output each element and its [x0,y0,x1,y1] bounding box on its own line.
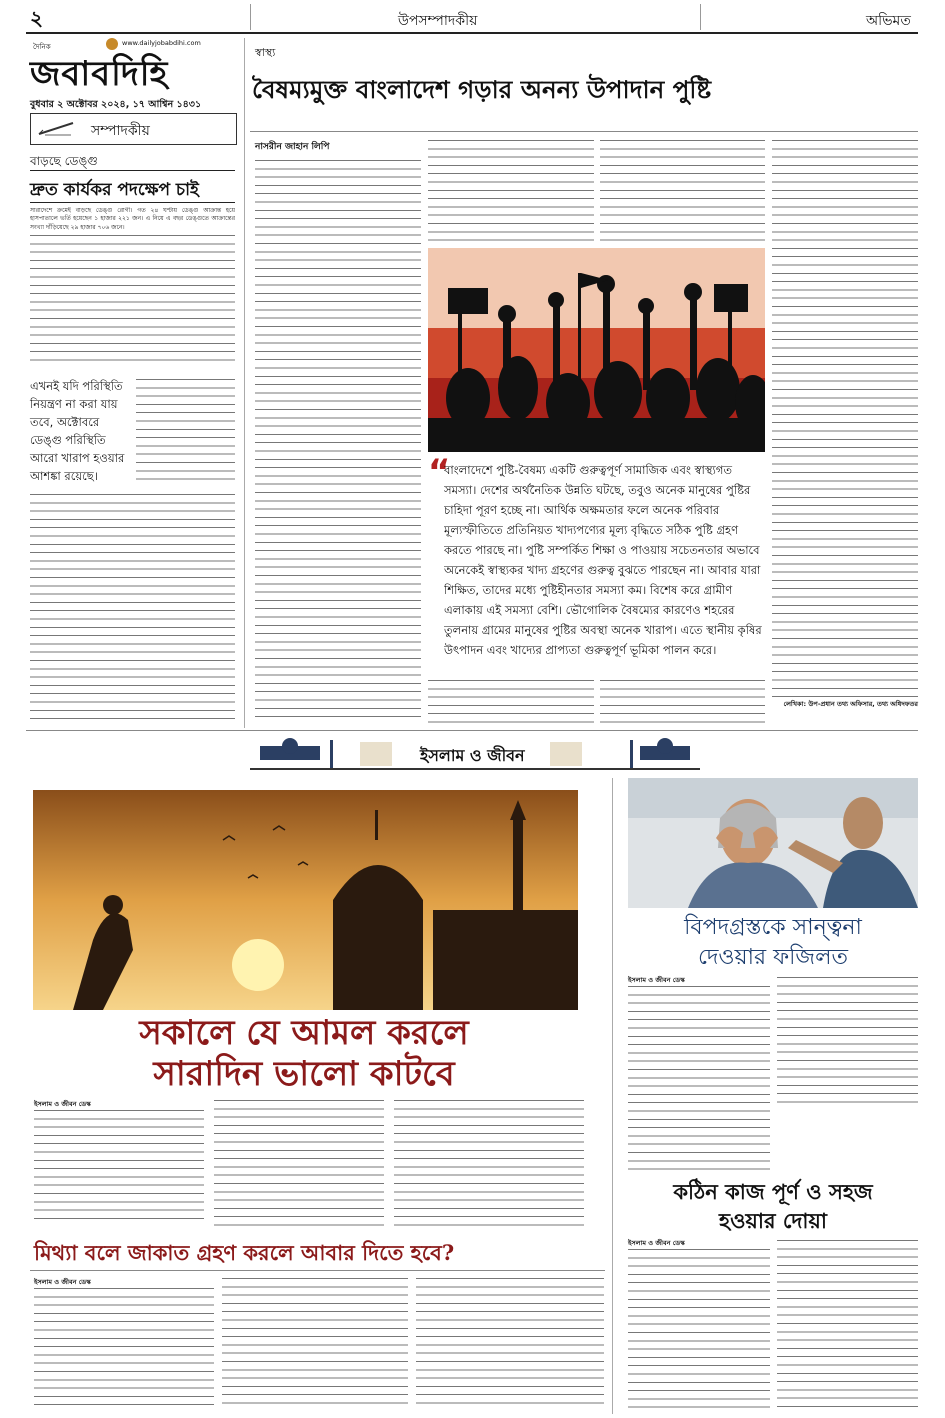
masthead-tagline: দৈনিক [33,43,51,51]
sunset-mosque-photo [33,790,578,1010]
article4-col3 [416,1276,604,1411]
article3-col1 [628,1247,770,1412]
article3-desk: ইসলাম ও জীবন ডেস্ক [628,1239,685,1247]
feature-quote: বাংলাদেশে পুষ্টি-বৈষম্য একটি গুরুত্বপূর্ণ সামাজিক এবং স্বাস্থ্যগত সমস্যা। দেশের অর্থনৈতিক উন্নতি ঘটছে, তবুও অনেক মানুষের পুষ্টির চাহিদা পূরণ হচ্ছে না। আর্থিক অক্ষমতার ফলে অনেক পরিবার মূল্যস্ফীতিতে প্রতিনিয়ত খাদ্যপণ্যের মূল্য বৃদ্ধিতে সঠিক পুষ্টি গ্রহণ করতে পারছে না। পুষ্টি সম্পর্কিত শিক্ষা ও পাওয়ায় সচেতনতার অভাবে অনেকেই স্বাস্থ্যকর খাদ্য গ্রহণের গুরুত্ব বুঝতে পারছেন না। আবার যারা শিক্ষিত, তাদের মধ্যে পুষ্টিহীনতার সমস্যা কম। বিশেষ করে গ্রামীণ এলাকায় এই সমস্যা বেশি। ভৌগোলিক বৈষম্যের কারণেও শহরের তুলনায় গ্রামের মানুষের পুষ্টির অবস্থা অনেক খারাপ। এতে স্থানীয় কৃষির উৎপাদন এবং খাদ্যের প্রাপ্যতা গুরুত্বপূর্ণ ভূমিকা পালন করে। [444,463,762,657]
article3-title-line1: কঠিন কাজ পূর্ণ ও সহজ [673,1180,873,1204]
masthead-brand: জবাবদিহি [30,54,169,94]
article2-title-line1: বিপদগ্রস্তকে সান্ত্বনা [684,915,862,940]
article1-col2 [214,1098,384,1226]
category-label: অভিমত [866,13,911,29]
protest-photo [428,248,765,452]
quote-open-icon: “ [428,452,451,492]
section-title: উপসম্পাদকীয় [398,13,478,29]
masthead-website: www.dailyjobabdihi.com [122,39,201,47]
feature-quote-box [428,452,765,670]
feature-col3-bottom [600,678,765,723]
comforting-photo [628,778,918,908]
article2-title-line2: দেওয়ার ফজিলত [697,945,849,970]
article4-col1 [34,1286,214,1411]
article1-desk: ইসলাম ও জীবন ডেস্ক [34,1100,91,1108]
editorial-kicker: বাড়ছে ডেঙ্গু [30,154,98,168]
islam-section-band [250,736,700,772]
article1-title-line1: সকালে যে আমল করলে [139,1013,469,1053]
editorial-headline: দ্রুত কার্যকর পদক্ষেপ চাই [30,180,199,200]
editorial-body-1 [30,233,235,363]
masthead [30,38,240,98]
article3-col2 [777,1238,918,1412]
article4-title: মিথ্যা বলে জাকাত গ্রহণ করলে আবার দিতে হবে? [34,1240,455,1265]
page-number: ২ [30,6,44,30]
article2-col1 [628,984,770,1170]
feature-byline: নাসরীন জাহান লিপি [255,142,330,152]
feature-col2 [428,138,594,244]
pen-icon [37,120,77,136]
editorial-pull-quote: এখনই যদি পরিস্থিতি নিয়ন্ত্রণ না করা যায় তবে, অক্টোবরে ডেঙ্গু পরিস্থিতি আরো খারাপ হওয়ার আশঙ্কা রয়েছে। [30,379,125,483]
feature-col1 [255,158,421,723]
article3-title-line2: হওয়ার দোয়া [719,1209,827,1233]
feature-col4 [772,138,918,698]
article4-desk: ইসলাম ও জীবন ডেস্ক [34,1278,91,1286]
masthead-date: বুধবার ২ অক্টোবর ২০২৪, ১৭ আশ্বিন ১৪৩১ [30,99,202,110]
editorial-box [30,113,237,145]
article2-desk: ইসলাম ও জীবন ডেস্ক [628,976,685,984]
feature-headline: বৈষম্যমুক্ত বাংলাদেশ গড়ার অনন্য উপাদান পুষ্টি [252,75,712,104]
article1-col1 [34,1108,204,1226]
feature-kicker: স্বাস্থ্য [255,46,276,59]
article1-col3 [394,1098,584,1226]
editorial-label: সম্পাদকীয় [91,123,150,139]
editorial-lead: সারাদেশে ক্রমেই বাড়ছে ডেঙ্গু রোগী। গত ২৪ ঘণ্টায় ডেঙ্গু আক্রান্ত হয়ে হাসপাতালে ভর্তি হয়েছেন ১ হাজার ২২১ জন। এ নিয়ে এ বছর ডেঙ্গুতে আক্রান্তের সংখ্যা দাঁড়িয়েছে ২৯ হাজার ৭০৬ জনে। [30,207,235,231]
editorial-body-3 [30,492,235,720]
article4-col2 [222,1276,408,1411]
feature-col3 [600,138,765,244]
article1-title-line2: সারাদিন ভালো কাটবে [153,1054,455,1094]
islam-band-title: ইসলাম ও জীবন [420,746,525,765]
editorial-body-2 [136,377,235,485]
feature-col2-bottom [428,678,594,723]
feature-writer-note: লেখিকা: উপ-প্রধান তথ্য অফিসার, তথ্য অধিদফতর [783,700,918,708]
article2-col2 [777,975,918,1107]
